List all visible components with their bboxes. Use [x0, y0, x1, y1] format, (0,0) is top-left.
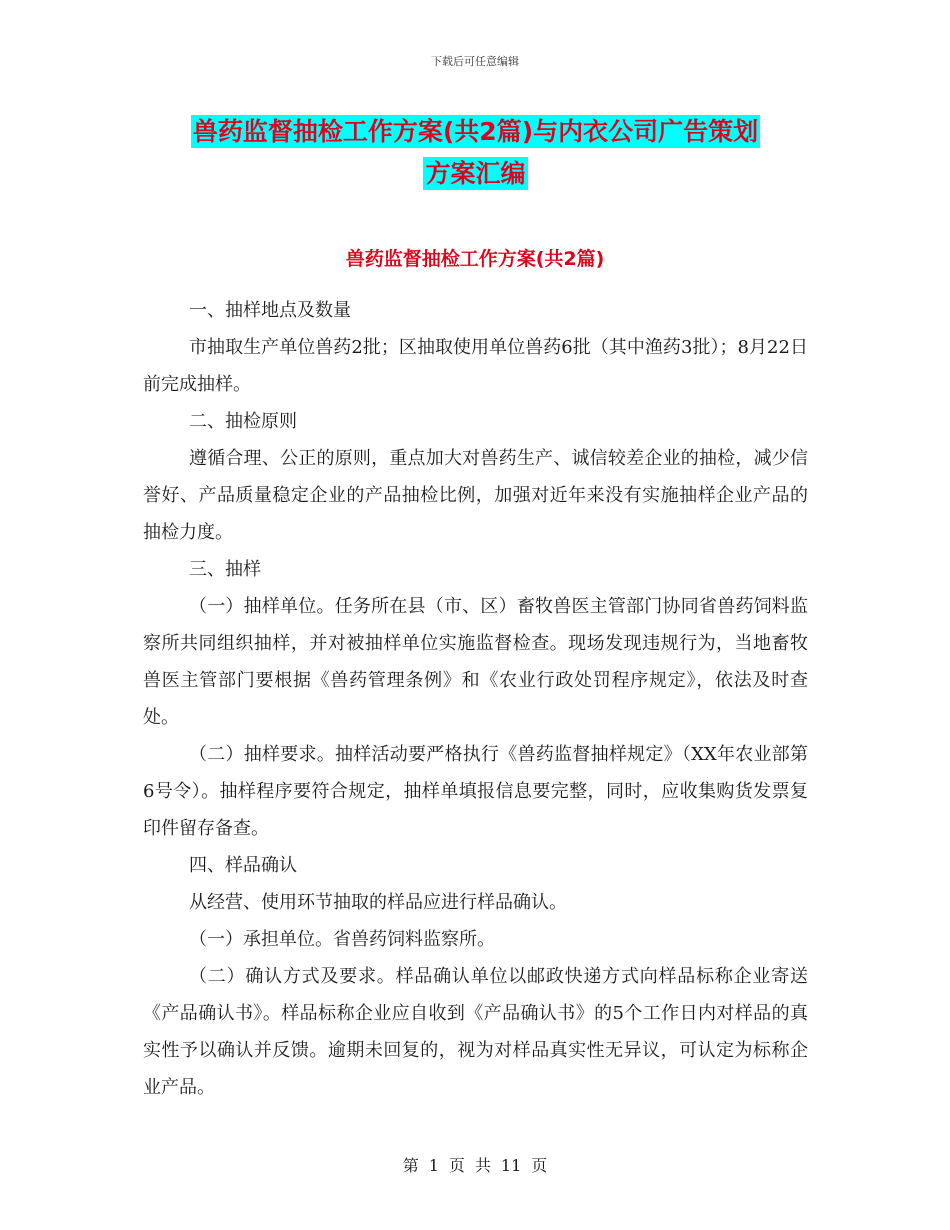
- header-note: 下载后可任意编辑: [431, 55, 519, 68]
- title-highlight: 方案汇编: [425, 159, 526, 188]
- section-title: 兽药监督抽检工作方案(共2篇): [345, 248, 605, 270]
- paragraph: 一、抽样地点及数量: [189, 300, 351, 321]
- footer-label: 页: [531, 1156, 548, 1175]
- paragraph: 遵循合理、公正的原则，重点加大对兽药生产、诚信较差企业的抽检，减少信誉好、产品质量稳定企业的产品抽检比例，加强对近年来没有实施抽样企业产品的抽检力度。: [143, 448, 808, 543]
- paragraph: 二、抽检原则: [189, 411, 297, 432]
- footer-label: 第: [402, 1156, 419, 1175]
- page-total: 11: [500, 1156, 522, 1175]
- paragraph: 三、抽样: [189, 559, 261, 580]
- paragraph: （一）承担单位。省兽药饲料监察所。: [189, 929, 495, 950]
- footer-label: 页: [448, 1156, 465, 1175]
- paragraph: （一）抽样单位。任务所在县（市、区）畜牧兽医主管部门协同省兽药饲料监察所共同组织抽样，并对被抽样单位实施监督检查。现场发现违规行为，当地畜牧兽医主管部门要根据《兽药管理条例》和《农业行政处罚程序规定》，依法及时查处。: [143, 596, 808, 728]
- paragraph: （二）确认方式及要求。样品确认单位以邮政快递方式向样品标称企业寄送《产品确认书》。样品标称企业应自收到《产品确认书》的5个工作日内对样品的真实性予以确认并反馈。逾期未回复的，视为对样品真实性无异议，可认定为标称企业产品。: [143, 966, 808, 1098]
- paragraph: 从经营、使用环节抽取的样品应进行样品确认。: [189, 892, 567, 913]
- page-footer: [0, 1153, 950, 1176]
- paragraph: 四、样品确认: [189, 855, 297, 876]
- document-title-line-2: [143, 152, 808, 196]
- paragraph: （二）抽样要求。抽样活动要严格执行《兽药监督抽样规定》（XX年农业部第6号令）。抽样程序要符合规定，抽样单填报信息要完整，同时，应收集购货发票复印件留存备查。: [143, 744, 808, 839]
- document-title-line-1: [143, 110, 808, 154]
- footer-label: 共: [474, 1156, 491, 1175]
- document-body: [143, 292, 808, 1106]
- title-highlight: 兽药监督抽检工作方案(共2篇)与内衣公司广告策划: [192, 117, 759, 146]
- paragraph: 市抽取生产单位兽药2批；区抽取使用单位兽药6批（其中渔药3批）；8月22日前完成抽样。: [143, 337, 808, 395]
- page-number: 1: [428, 1156, 439, 1175]
